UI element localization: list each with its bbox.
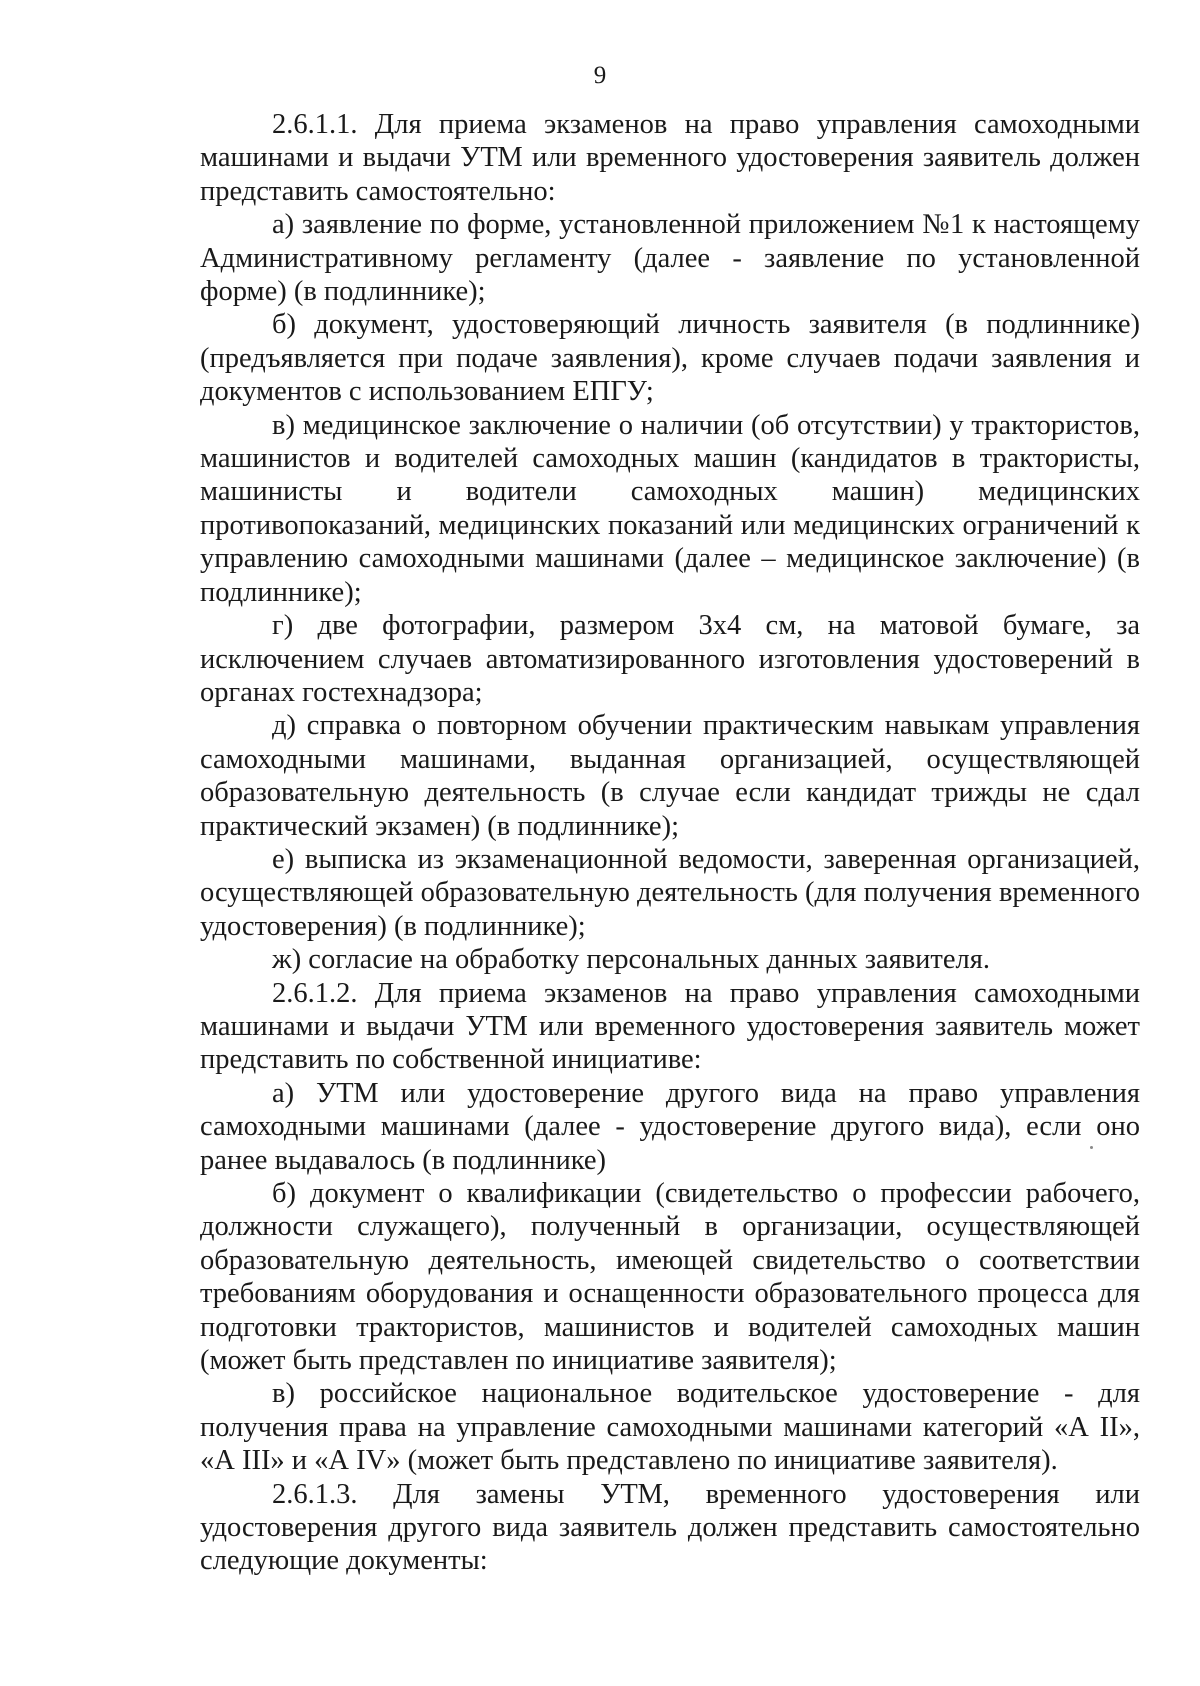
item-b-identity-document: б) документ, удостоверяющий личность заявителя (в подлиннике) (предъявляется при подаче заявления), кроме случаев подачи заявления и документов с использованием ЕПГУ; bbox=[200, 309, 1140, 408]
item-g-photographs: г) две фотографии, размером 3х4 см, на матовой бумаге, за исключением случаев автоматизированного изготовления удостоверений в органах гостехнадзора; bbox=[200, 610, 1140, 708]
item-zh-personal-data-consent: ж) согласие на обработку персональных данных заявителя. bbox=[272, 944, 990, 976]
document-body bbox=[200, 108, 1140, 1578]
scan-speck bbox=[1090, 1146, 1093, 1149]
item-a-existing-license: а) УТМ или удостоверение другого вида на право управления самоходными машинами (далее - удостоверение другого вида), если оно ранее выдавалось (в подлиннике) bbox=[200, 1077, 1140, 1176]
item-v-driver-license: в) российское национальное водительское удостоверение - для получения права на управление самоходными машинами категорий «А II», «А III» и «А IV» (может быть представлено по инициативе заявителя). bbox=[200, 1378, 1140, 1477]
item-v-medical-certificate: в) медицинское заключение о наличии (об отсутствии) у трактористов, машинистов и водителей самоходных машин (кандидатов в трактористы, машинисты и водители самоходных машин) медицинских противопоказаний, медицинских показаний или медицинских ограничений к управлению самоходными машинами (далее – медицинское заключение) (в подлиннике); bbox=[200, 409, 1140, 608]
item-d-retraining-certificate: д) справка о повторном обучении практическим навыкам управления самоходными машинами, выданная организацией, осуществляющей образовательную деятельность (в случае если кандидат трижды не сдал практический экзамен) (в подлиннике); bbox=[200, 710, 1140, 842]
paragraph-2-6-1-3: 2.6.1.3. Для замены УТМ, временного удостоверения или удостоверения другого вида заявитель должен представить самостоятельно следующие документы: bbox=[200, 1478, 1140, 1577]
page-number: 9 bbox=[593, 62, 607, 89]
item-a-application: а) заявление по форме, установленной приложением №1 к настоящему Административному регламенту (далее - заявление по установленной форме) (в подлиннике); bbox=[200, 209, 1140, 308]
item-b-qualification-document: б) документ о квалификации (свидетельство о профессии рабочего, должности служащего), полученный в организации, осуществляющей образовательную деятельность, имеющей свидетельство о соответствии требованиям оборудования и оснащенности образовательного процесса для подготовки трактористов, машинистов и водителей самоходных машин (может быть представлен по инициативе заявителя); bbox=[200, 1178, 1140, 1377]
item-e-exam-statement-extract: е) выписка из экзаменационной ведомости, заверенная организацией, осуществляющей образовательную деятельность (для получения временного удостоверения) (в подлиннике); bbox=[200, 843, 1140, 942]
paragraph-2-6-1-1: 2.6.1.1. Для приема экзаменов на право управления самоходными машинами и выдачи УТМ или временного удостоверения заявитель должен представить самостоятельно: bbox=[200, 109, 1140, 207]
paragraph-2-6-1-2: 2.6.1.2. Для приема экзаменов на право управления самоходными машинами и выдачи УТМ или временного удостоверения заявитель может представить по собственной инициативе: bbox=[200, 977, 1140, 1076]
